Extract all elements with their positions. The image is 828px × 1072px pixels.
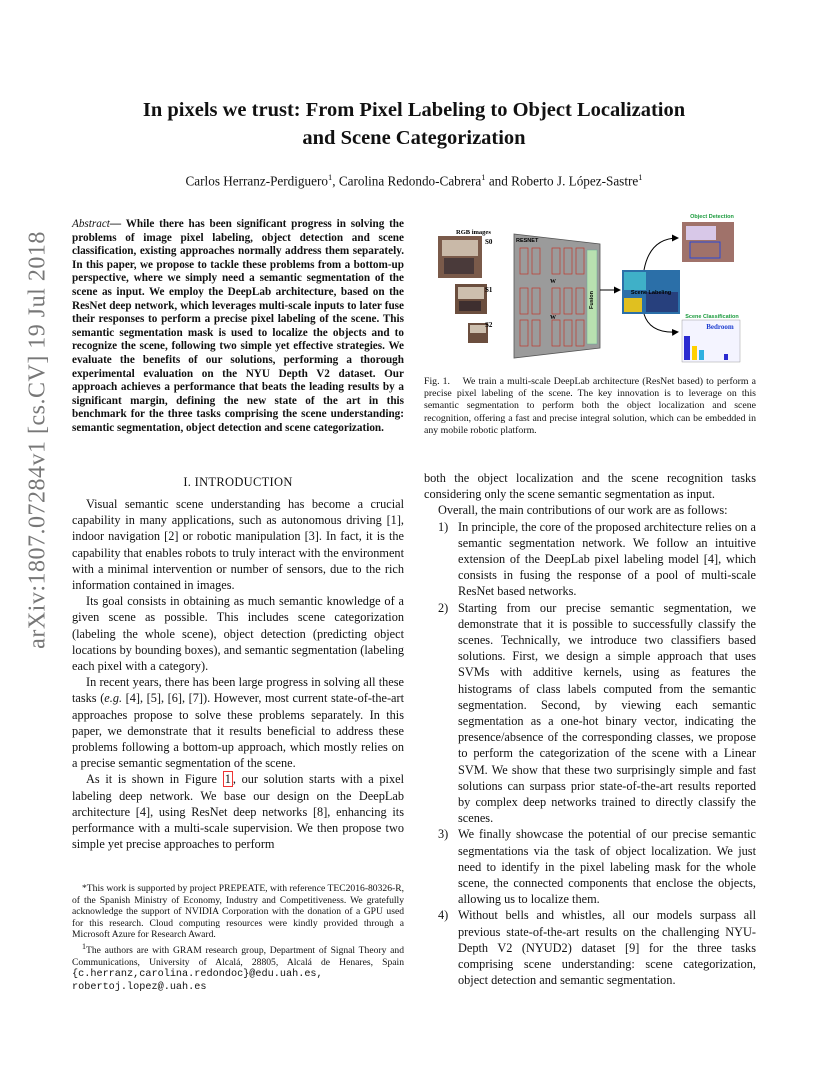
author-3: and Roberto J. López-Sastre <box>485 173 639 189</box>
author-emails: {c.herranz,carolina.redondoc}@edu.uah.es, robertoj.lopez@.uah.es <box>72 969 323 993</box>
footnote-mark: 1 <box>82 941 86 951</box>
object-detection-image <box>682 222 734 262</box>
text-run: , our solution starts with a pixel labeling deep network. We base our design on the DeepLab architecture [4], using ResNet deep networks [8], enhancing its performance with a multi-scale supervision. We then propose two simple yet precise approaches to perform <box>72 772 404 852</box>
arrow-to-classification <box>644 314 678 332</box>
contributions-intro: Overall, the main contributions of our work are as follows: <box>438 503 728 518</box>
contributions-list <box>424 519 756 989</box>
weight-share-label: W <box>550 279 556 285</box>
text-run: As it is shown in Figure <box>86 772 223 787</box>
arxiv-identifier: arXiv:1807.07284v1 [cs.CV] 19 Jul 2018 <box>24 231 51 649</box>
author-1: Carlos Herranz-Perdiguero <box>185 173 328 189</box>
item-number: 3) <box>438 827 449 842</box>
affiliation-footnote <box>72 941 404 994</box>
contribution-item <box>424 600 756 827</box>
intro-paragraph: Visual semantic scene understanding has become a crucial capability in many applications, such as autonomous driving [1], indoor navigation [2] or robotic manipulation [3]. In fact, it is the capability that enables robots to truly interact with the environment with a minimal intervention or number of sensors, due to the rich information contained in images. <box>72 497 404 593</box>
abstract-label: Abstract <box>72 218 110 230</box>
bedroom-label: Bedroom <box>706 323 734 331</box>
item-text: Starting from our precise semantic segmentation, we demonstrate that it is possible to successfully classify the scenes. Technically, we introduce two classifiers based solutions. First, we design a simple approach that uses SVMs with additive kernels, using as features the histograms of class labels computed from the semantic segmentation. Second, by viewing each semantic segmentation as a one-hot binary vector, indicating the presence/absence of the corresponding classes, we propose to perform the categorization of the scene with a Linear SVM. We show that these two surprisingly simple and fast solutions can surpass prior state-of-the-art results reported by complex deep networks trained to directly classify the scenes. <box>458 600 756 826</box>
figure-1-diagram <box>424 208 756 368</box>
affiliation-mark: 1 <box>638 172 643 182</box>
item-number: 1) <box>438 519 449 534</box>
rgb-images-label: RGB images <box>456 229 491 236</box>
contribution-item <box>424 519 756 600</box>
weight-share-label: W <box>550 315 556 321</box>
intro-paragraph <box>72 771 404 852</box>
contribution-item <box>424 907 756 988</box>
paper-title <box>60 96 768 152</box>
intro-continuation: both the object localization and the scene recognition tasks considering only the scene semantic segmentation as input. <box>424 471 756 502</box>
right-column-body <box>424 470 756 989</box>
footnotes <box>72 883 404 994</box>
figure-1-caption <box>424 376 756 437</box>
abstract-text: — While there has been significant progress in solving the problems of image pixel labeling, object detection and scene classification, existing approaches normally address them separately. In this paper, we propose to tackle these problems from a bottom-up perspective, where we simply need a semantic segmentation of the scene as input. We employ the DeepLab architecture, based on the ResNet deep network, which leverages multi-scale inputs to later fuse their responses to perform a precise pixel labeling of the scene. This semantic segmentation mask is used to localize the objects and to recognize the scene, following two simple yet effective strategies. We evaluate the benefits of our solutions, performing a thorough experimental evaluation on the NYU Depth V2 dataset. Our approach achieves a performance that beats the leading results by a significant margin, defining the new state of the art in this benchmark for the three tasks comprising the scene understanding: semantic segmentation, object detection and scene categorization. <box>72 218 404 434</box>
section-heading-introduction: I. INTRODUCTION <box>183 475 293 489</box>
figure-reference-link[interactable]: 1 <box>224 772 231 787</box>
item-text: In principle, the core of the proposed architecture relies on a semantic segmentation network. We follow an intuitive extension of the DeepLab pixel labeling model [4], which consists in fusing the response of a pool of multi-scale ResNet based networks. <box>458 519 756 599</box>
title-line-1: In pixels we trust: From Pixel Labeling to Object Localization <box>142 99 686 121</box>
item-number: 2) <box>438 600 449 615</box>
resnet-label: RESNET <box>516 238 539 244</box>
title-line-2: and Scene Categorization <box>302 127 526 149</box>
item-number: 4) <box>438 908 449 923</box>
affiliation-text: The authors are with GRAM research group, Department of Signal Theory and Communications, University of Alcalá, 28805, Alcalá de Henares, Spain <box>72 945 404 968</box>
caption-label: Fig. 1. <box>424 376 451 387</box>
intro-paragraph <box>72 674 404 771</box>
author-list <box>60 172 768 189</box>
object-detection-label: Object Detection <box>690 214 734 220</box>
funding-footnote: *This work is supported by project PREPEATE, with reference TEC2016-80326-R, of the Spanish Ministry of Economy, Industry and Competitiveness. We gratefully acknowledge the support of NVIDIA Corporation with the donation of a GPU used for this research. Cloud computing resources were kindly provided through a Microsoft Azure for Research Award. <box>72 883 404 941</box>
arrow-to-detection <box>644 238 678 270</box>
text-run-italic: e.g. <box>104 691 123 706</box>
item-text: Without bells and whistles, all our models surpass all previous state-of-the-art results on the challenging NYU-Depth V2 (NYUD2) dataset [9] for the three tasks comprising scene understanding: scene categorization, object detection and semantic segmentation. <box>458 908 756 988</box>
affiliation-mark: 1 <box>481 172 486 182</box>
abstract <box>72 218 404 436</box>
affiliation-mark: 1 <box>327 172 333 182</box>
scale-label-s2: S2 <box>485 321 493 329</box>
author-2: , Carolina Redondo-Cabrera <box>332 173 482 189</box>
scale-label-s1: S1 <box>485 286 493 294</box>
caption-text: We train a multi-scale DeepLab architecture (ResNet based) to perform a precise pixel labeling of the scene. The key innovation is to leverage on this semantic segmentation to perform both the object localization and scene recognition, offering a fast and precise integral solution, which can be embedded in any mobile robotic platform. <box>424 376 756 436</box>
introduction-body <box>72 496 404 852</box>
input-image-s1 <box>455 284 487 314</box>
scene-classification-label: Scene Classification <box>685 314 739 320</box>
item-text: We finally showcase the potential of our precise semantic segmentations via the task of object localization. We just need to identify in the pixel labeling mask for the whole scene, the connected components that enclose the objects, allowing us to localize them. <box>458 827 756 907</box>
contribution-item <box>424 826 756 907</box>
input-image-s0 <box>438 236 482 278</box>
fusion-label: Fusion <box>589 290 595 310</box>
text-run: In recent years, there has been large progress in solving all these tasks ( <box>72 675 404 706</box>
text-run: [4], [5], [6], [7]). However, most current state-of-the-art approaches propose to solve these problems separately. In this paper, we demonstrate that it results beneficial to address these problems following a bottom-up approach, which mostly relies on a precise semantic segmentation of the scene. <box>72 691 405 771</box>
scene-labeling-label: Scene Labeling <box>630 290 672 296</box>
arxiv-sidebar-stamp <box>8 160 68 720</box>
scale-label-s0: S0 <box>485 238 493 246</box>
intro-paragraph: Its goal consists in obtaining as much semantic knowledge of a given scene as possible. This includes scene categorization (labeling the whole scene), object detection (predicting object locations by bounding boxes), and semantic segmentation (labeling each pixel with a category). <box>72 594 404 674</box>
